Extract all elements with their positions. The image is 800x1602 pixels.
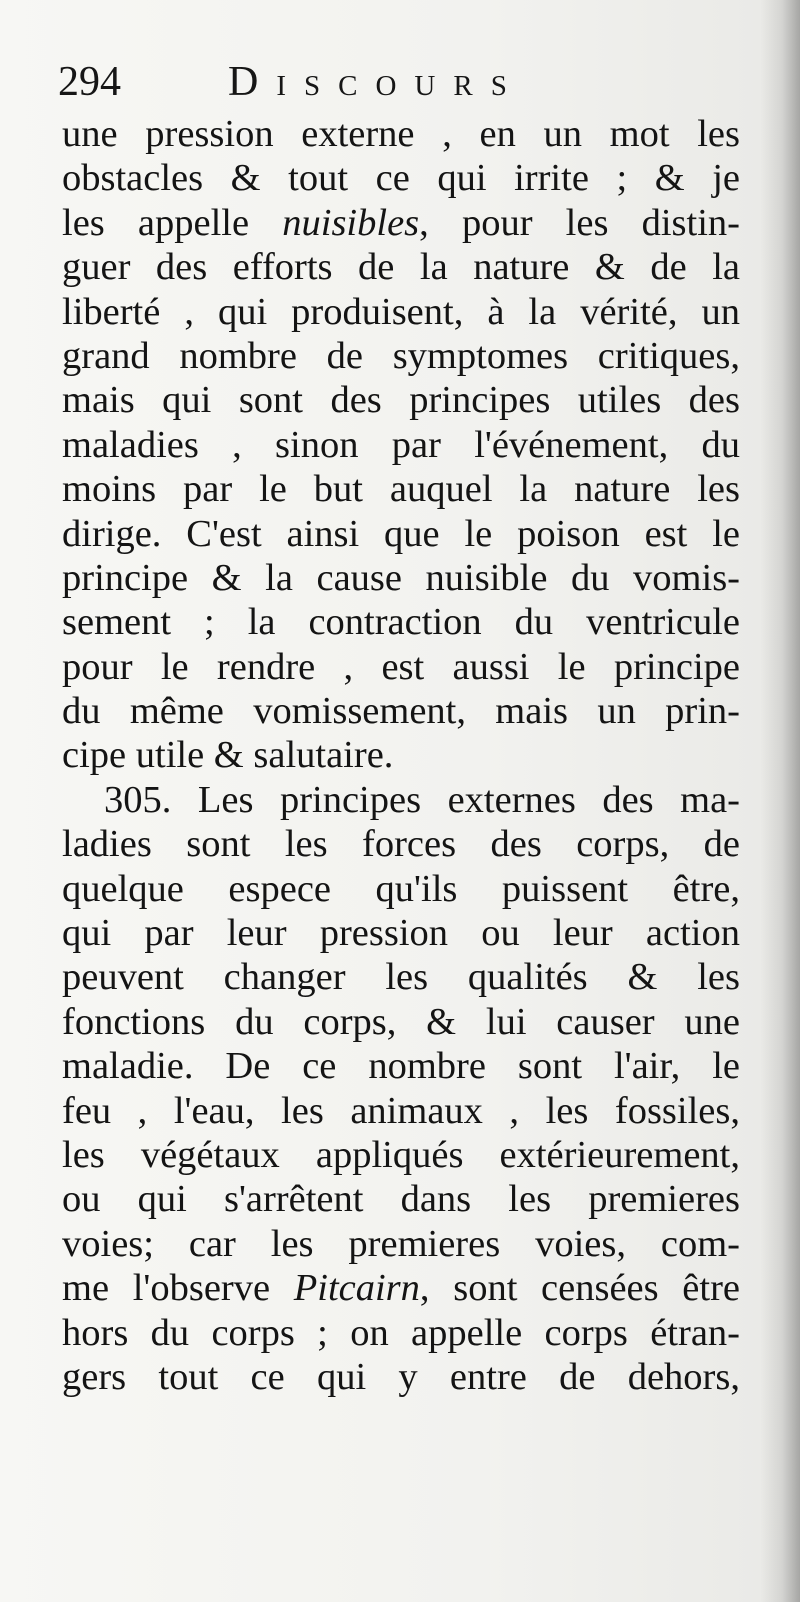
text-line: peuvent changer les qualités & les xyxy=(62,956,740,999)
text-line: voies; car les premieres voies, com- xyxy=(62,1222,740,1265)
body-text xyxy=(62,112,740,1399)
text-line: qui par leur pression ou leur action xyxy=(62,912,740,955)
text-segment: , pour les distin- xyxy=(419,201,740,244)
page-number: 294 xyxy=(58,59,121,105)
text-line: guer des efforts de la nature & de la xyxy=(62,246,740,289)
text-line: une pression externe , en un mot les xyxy=(62,113,740,155)
text-line: moins par le but auquel la nature les xyxy=(62,468,740,511)
text-segment: les appelle xyxy=(62,201,283,244)
text-line: les végétaux appliqués extérieurement, xyxy=(62,1133,740,1176)
running-title: Discours xyxy=(228,59,525,105)
text-line xyxy=(62,201,740,245)
text-segment: , sont censées être xyxy=(419,1267,740,1310)
text-line: feu , l'eau, les animaux , les fossiles, xyxy=(62,1089,740,1132)
text-line: fonctions du corps, & lui causer une xyxy=(62,1000,740,1043)
text-line: pour le rendre , est aussi le principe xyxy=(62,645,740,688)
text-line: du même vomissement, mais un prin- xyxy=(62,690,740,733)
text-line: maladie. De ce nombre sont l'air, le xyxy=(62,1045,740,1088)
text-line: mais qui sont des principes utiles des xyxy=(62,379,740,422)
text-line: quelque espece qu'ils puissent être, xyxy=(62,867,740,910)
text-line: hors du corps ; on appelle corps étran- xyxy=(62,1311,740,1354)
text-segment: me l'observe xyxy=(62,1267,294,1310)
text-line: cipe utile & salutaire. xyxy=(62,734,394,777)
text-line: principe & la cause nuisible du vomis- xyxy=(62,556,740,599)
text-line: maladies , sinon par l'événement, du xyxy=(62,423,740,466)
text-line: liberté , qui produisent, à la vérité, un xyxy=(62,290,740,333)
text-line: 305. Les principes externes des ma- xyxy=(104,778,740,821)
text-line: dirige. C'est ainsi que le poison est le xyxy=(62,512,740,555)
text-line xyxy=(62,1266,740,1310)
italic-name: Pitcairn xyxy=(293,1267,420,1310)
text-line: gers tout ce qui y entre de dehors, xyxy=(62,1355,740,1398)
text-line: grand nombre de symptomes critiques, xyxy=(62,334,740,377)
text-line: obstacles & tout ce qui irrite ; & je xyxy=(62,157,740,200)
text-line: sement ; la contraction du ventricule xyxy=(62,601,740,644)
page-header xyxy=(58,52,738,112)
page-edge-shadow xyxy=(760,0,800,1602)
text-line: ladies sont les forces des corps, de xyxy=(62,823,740,866)
text-line: ou qui s'arrêtent dans les premieres xyxy=(62,1178,740,1221)
italic-term: nuisibles xyxy=(282,201,420,244)
